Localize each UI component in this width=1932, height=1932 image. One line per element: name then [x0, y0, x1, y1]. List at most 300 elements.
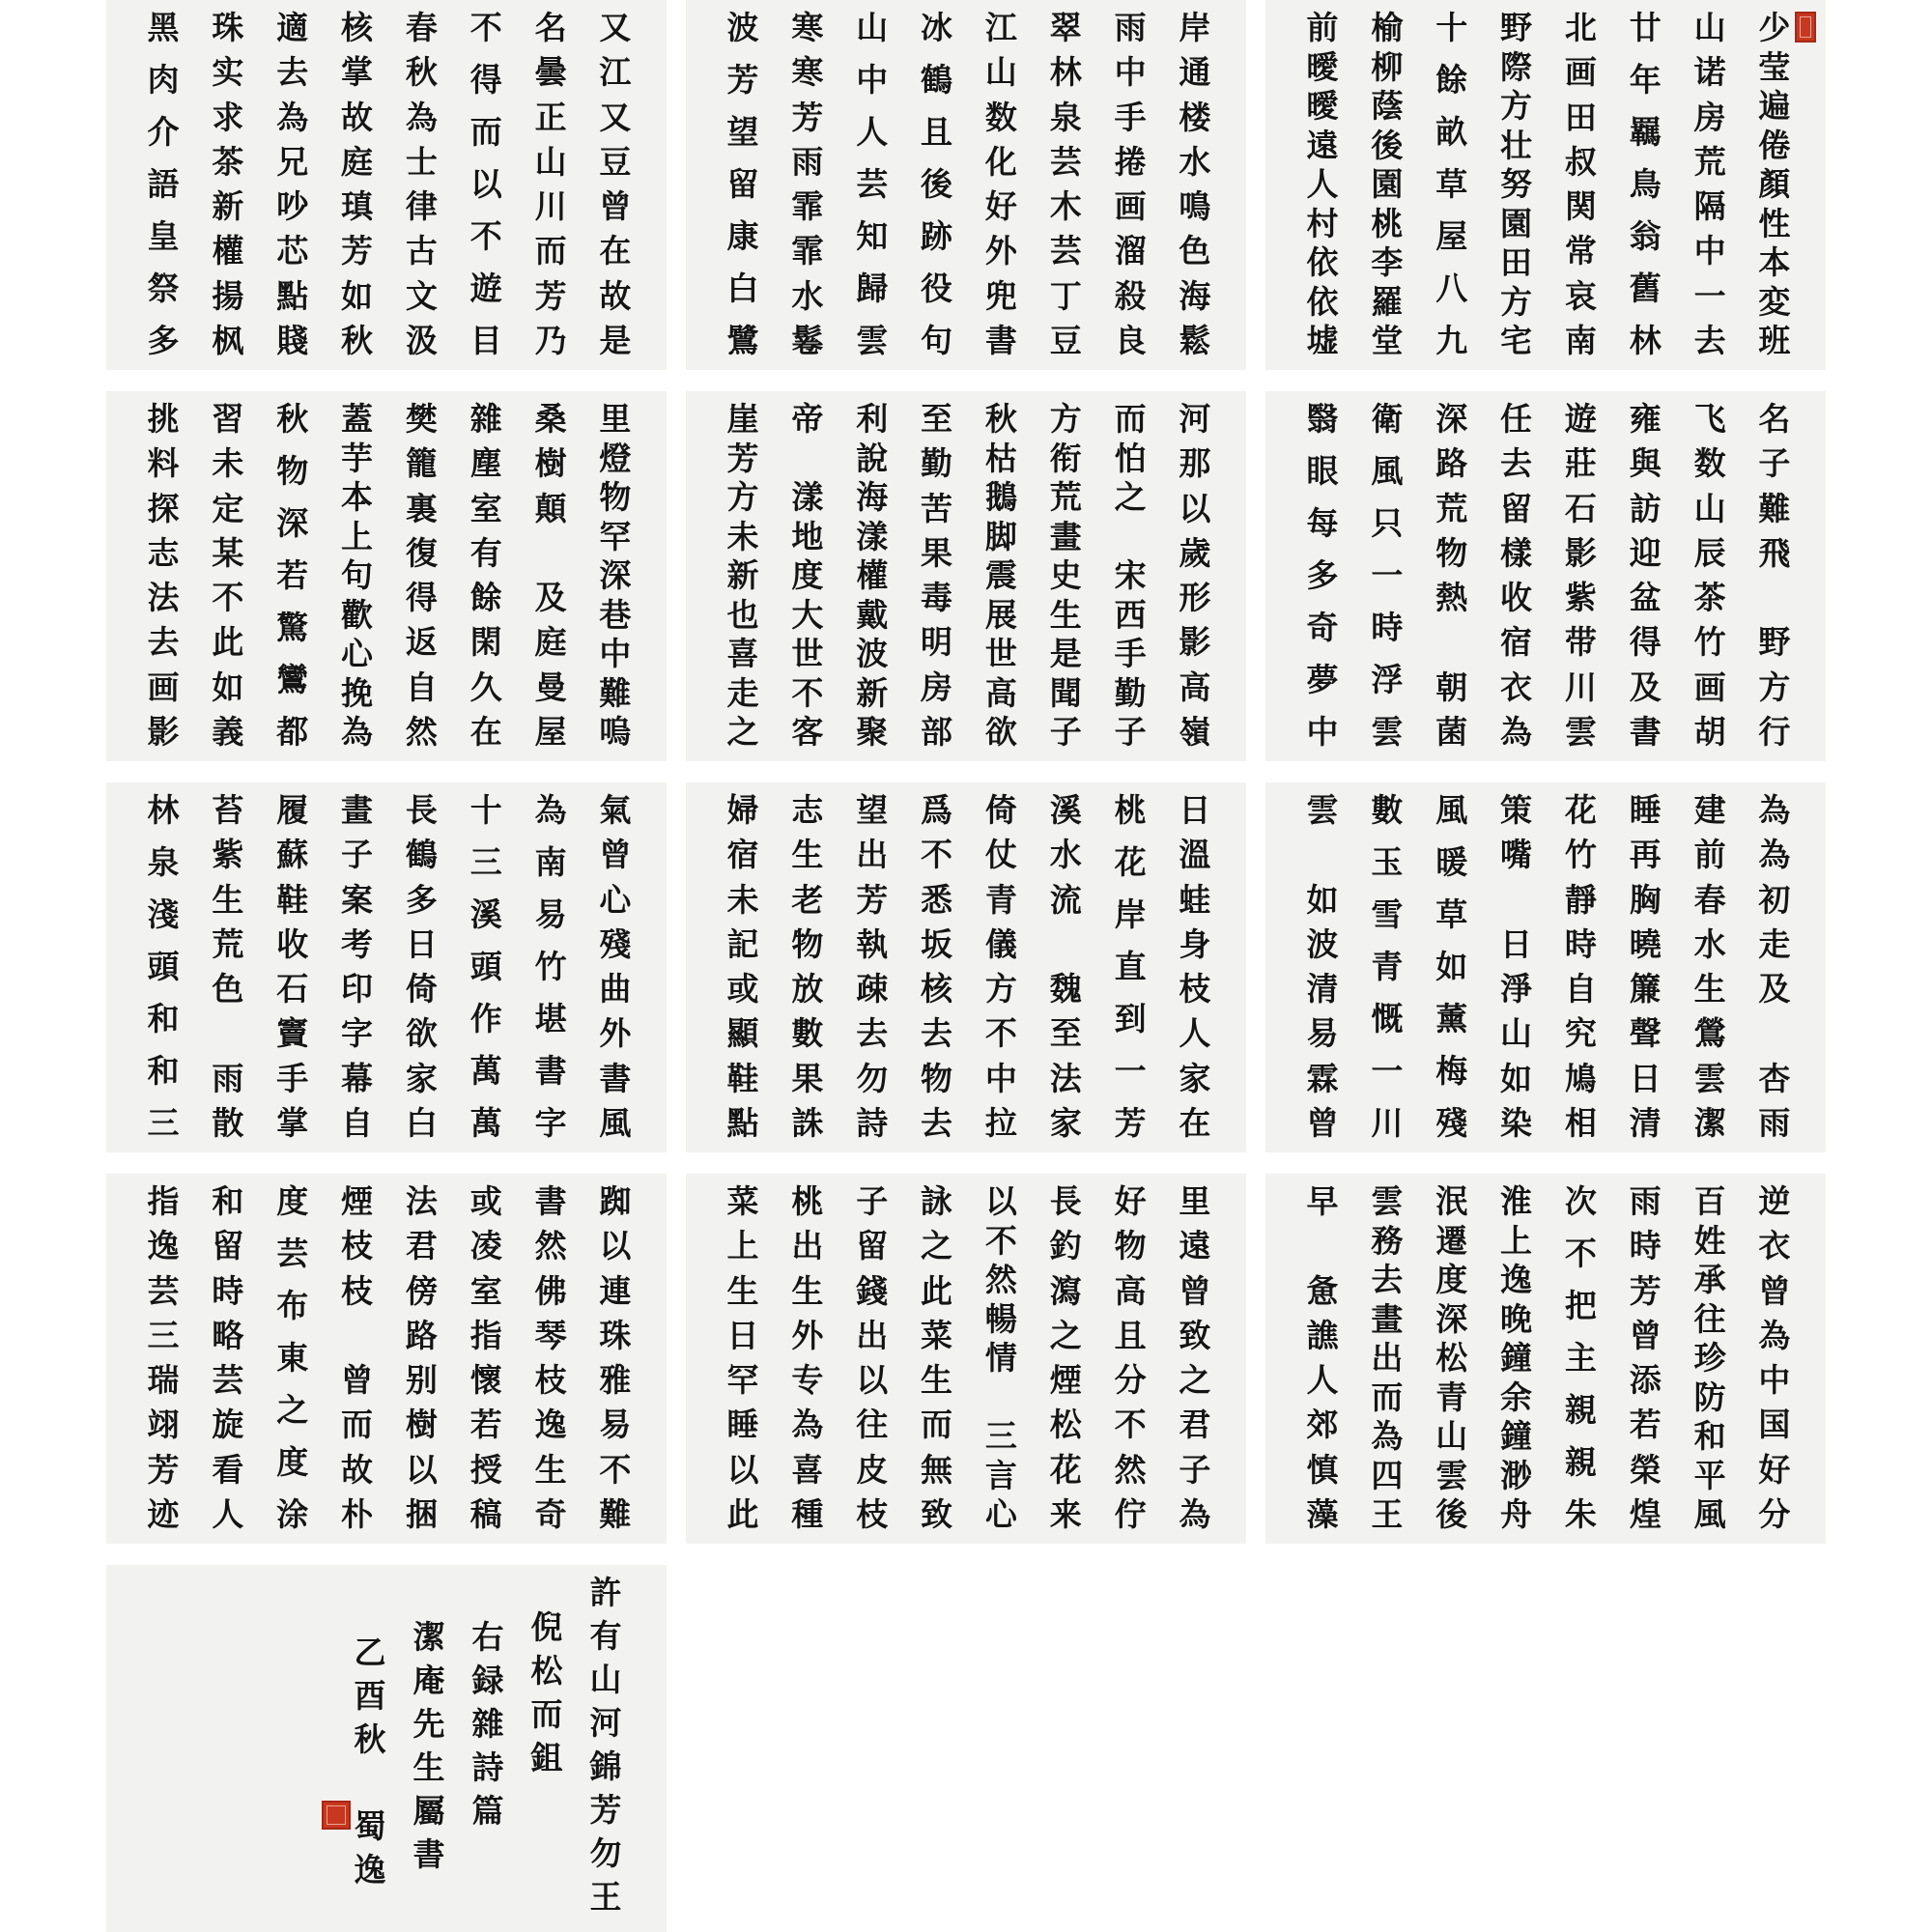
calligraphy-char: 復 [405, 533, 438, 572]
calligraphy-char: 河 [1179, 400, 1211, 438]
calligraphy-char: 青 [1435, 1378, 1468, 1416]
calligraphy-char: 菌 [1435, 712, 1468, 751]
calligraphy-char: 行 [1758, 712, 1791, 751]
calligraphy-char: 暢 [984, 1299, 1017, 1338]
calligraphy-char: 哀 [1564, 276, 1597, 315]
calligraphy-char: 此 [212, 623, 244, 662]
calligraphy-char: 義 [212, 712, 244, 751]
calligraphy-char: 生 [212, 880, 244, 919]
calligraphy-char: 黑 [147, 9, 180, 46]
calligraphy-char: 揚 [212, 276, 244, 315]
calligraphy-char: 出 [791, 1227, 824, 1265]
calligraphy-char: 桃 [1114, 791, 1147, 829]
calligraphy-char: 影 [1564, 533, 1597, 572]
text-column [206, 1182, 250, 1533]
text-column [583, 1574, 628, 1918]
calligraphy-char: 生 [791, 836, 824, 874]
calligraphy-char: 去 [921, 1103, 953, 1142]
calligraphy-char: 跡 [921, 217, 953, 255]
calligraphy-char: 依 [1306, 282, 1339, 321]
calligraphy-char: 夢 [1306, 661, 1339, 698]
calligraphy-char: 時 [212, 1271, 244, 1310]
calligraphy-char: 到 [1114, 1000, 1147, 1037]
calligraphy-char: 閑 [469, 623, 502, 662]
calligraphy-char: 水 [1049, 836, 1082, 874]
calligraphy-char: 方 [1500, 282, 1533, 321]
calligraphy-char: 三 [147, 1104, 180, 1142]
calligraphy-char: 生 [1049, 595, 1082, 634]
album-leaf [1265, 0, 1826, 370]
calligraphy-char: 詩 [856, 1103, 889, 1142]
calligraphy-char: 奇 [1306, 609, 1339, 646]
calligraphy-char: 中 [1306, 713, 1339, 751]
calligraphy-char: 三 [984, 1417, 1017, 1455]
calligraphy-char: 核 [921, 970, 953, 1009]
calligraphy-char [1060, 928, 1071, 960]
calligraphy-char: 執 [856, 924, 889, 963]
calligraphy-char: 鬈 [791, 321, 824, 359]
calligraphy-char: 或 [726, 970, 759, 1009]
calligraphy-char: 釣 [1049, 1227, 1082, 1265]
calligraphy-char: 怕 [1114, 439, 1147, 477]
calligraphy-char: 堂 [1371, 322, 1404, 359]
calligraphy-char: 及 [1758, 970, 1791, 1009]
calligraphy-char: 或 [469, 1182, 502, 1220]
calligraphy-char: 手 [1114, 98, 1147, 136]
calligraphy-char: 子 [856, 1182, 889, 1220]
calligraphy-char: 言 [984, 1456, 1017, 1494]
calligraphy-char: 雅 [599, 1361, 632, 1400]
calligraphy-columns [721, 1182, 1217, 1533]
calligraphy-char: 魏 [1049, 970, 1082, 1009]
calligraphy-char: 芸 [1049, 232, 1082, 270]
calligraphy-char: 枫 [212, 321, 244, 359]
calligraphy-char: 雨 [1114, 9, 1147, 46]
calligraphy-char: 時 [1371, 609, 1404, 646]
calligraphy-columns [141, 791, 638, 1142]
calligraphy-char: 芳 [147, 1450, 180, 1489]
calligraphy-char: 良 [1114, 321, 1147, 359]
calligraphy-char: 而 [469, 113, 502, 151]
calligraphy-char: 荒 [1693, 142, 1726, 181]
calligraphy-char: 果 [791, 1059, 824, 1097]
calligraphy-char: 許 [589, 1574, 622, 1611]
calligraphy-char: 桃 [1371, 204, 1404, 242]
calligraphy-char: 久 [469, 668, 502, 706]
calligraphy-char: 廿 [1629, 9, 1662, 46]
calligraphy-char: 枯 [984, 439, 1017, 477]
calligraphy-char: 望 [726, 113, 759, 151]
calligraphy-char: 究 [1564, 1014, 1597, 1053]
calligraphy-char: 海 [856, 478, 889, 516]
text-column [1558, 9, 1603, 359]
calligraphy-char: 松 [1049, 1406, 1082, 1444]
calligraphy-char: 至 [921, 400, 953, 438]
calligraphy-char: 然 [1114, 1450, 1147, 1489]
calligraphy-char: 仗 [984, 836, 1017, 874]
calligraphy-char: 自 [341, 1103, 374, 1142]
calligraphy-char: 草 [1435, 895, 1468, 933]
calligraphy-char: 晚 [1500, 1299, 1533, 1338]
calligraphy-char: 子 [341, 836, 374, 874]
calligraphy-char: 上 [726, 1227, 759, 1265]
calligraphy-char: 留 [856, 1227, 889, 1265]
calligraphy-char: 踟 [599, 1182, 632, 1220]
calligraphy-char: 得 [469, 61, 502, 99]
text-column [1300, 9, 1345, 359]
calligraphy-char: 勤 [921, 444, 953, 483]
calligraphy-char: 塵 [469, 444, 502, 483]
calligraphy-char: 親 [1564, 1443, 1597, 1481]
calligraphy-char: 芳 [589, 1791, 622, 1829]
calligraphy-char: 際 [1500, 47, 1533, 86]
calligraphy-char: 芸 [856, 165, 889, 203]
calligraphy-char: 詩 [471, 1748, 504, 1786]
calligraphy-char: 色 [1179, 232, 1211, 270]
calligraphy-char: 疎 [856, 970, 889, 1009]
calligraphy-char: 去 [1693, 321, 1726, 359]
calligraphy-char: 挽 [341, 673, 374, 712]
text-column [785, 791, 830, 1142]
calligraphy-char: 書 [984, 321, 1017, 359]
calligraphy-char: 芸 [1049, 142, 1082, 181]
calligraphy-char: 喜 [791, 1450, 824, 1489]
calligraphy-char: 曲 [599, 970, 632, 1009]
calligraphy-char: 田 [1500, 243, 1533, 281]
calligraphy-char: 法 [405, 1182, 438, 1220]
calligraphy-char: 鉏 [530, 1739, 563, 1776]
calligraphy-char: 自 [1564, 970, 1597, 1009]
calligraphy-char: 江 [984, 9, 1017, 46]
calligraphy-char: 書 [599, 1059, 632, 1097]
calligraphy-char: 雍 [1629, 400, 1662, 438]
calligraphy-char: 屋 [534, 712, 567, 751]
calligraphy-char: 方 [984, 970, 1017, 1009]
calligraphy-char: 竇 [276, 1014, 309, 1053]
calligraphy-char: 祭 [147, 270, 180, 307]
calligraphy-char: 瀉 [1049, 1271, 1082, 1310]
calligraphy-char: 親 [1564, 1391, 1597, 1429]
calligraphy-char: 衔 [1049, 439, 1082, 477]
text-column [1430, 9, 1474, 359]
calligraphy-char: 屋 [1435, 217, 1468, 255]
calligraphy-char: 花 [1564, 791, 1597, 829]
calligraphy-char: 若 [276, 556, 309, 594]
calligraphy-char: 脚 [984, 517, 1017, 555]
text-column [1043, 400, 1088, 751]
calligraphy-char: 酉 [354, 1677, 386, 1715]
calligraphy-char: 班 [1758, 322, 1791, 359]
calligraphy-char: 瑞 [147, 1361, 180, 1400]
calligraphy-char: 和 [147, 1000, 180, 1037]
calligraphy-char: 水 [791, 276, 824, 315]
text-column [1558, 400, 1603, 751]
calligraphy-char: 薰 [1435, 1000, 1468, 1037]
calligraphy-char: 不 [469, 217, 502, 255]
calligraphy-char: 在 [469, 712, 502, 751]
album-leaf [106, 782, 667, 1152]
calligraphy-char: 儀 [984, 924, 1017, 963]
calligraphy-char: 惫 [1306, 1271, 1339, 1310]
calligraphy-char: 務 [1371, 1221, 1404, 1260]
calligraphy-char: 曉 [1629, 924, 1662, 963]
calligraphy-char: 曾 [341, 1361, 374, 1400]
calligraphy-char: 曇 [534, 53, 567, 92]
text-column [399, 791, 443, 1142]
calligraphy-char: 而 [1114, 400, 1147, 438]
calligraphy-char: 芳 [534, 276, 567, 315]
calligraphy-char: 煌 [1629, 1494, 1662, 1533]
calligraphy-char: 霏 [791, 187, 824, 226]
calligraphy-char: 去 [921, 1014, 953, 1053]
calligraphy-char: 嗚 [599, 713, 632, 751]
calligraphy-char: 淨 [1500, 970, 1533, 1009]
calligraphy-char: 盆 [1629, 579, 1662, 617]
text-column [1108, 9, 1152, 359]
calligraphy-char: 八 [1435, 270, 1468, 307]
calligraphy-char [1446, 626, 1458, 658]
calligraphy-char: 江 [599, 53, 632, 92]
calligraphy-char: 歲 [1179, 533, 1211, 572]
calligraphy-char: 专 [791, 1361, 824, 1400]
calligraphy-char: 生 [921, 1361, 953, 1400]
calligraphy-char: 難 [599, 1494, 632, 1533]
calligraphy-char: 鵝 [984, 478, 1017, 516]
calligraphy-char: 漾 [856, 517, 889, 555]
calligraphy-char: 裏 [405, 489, 438, 527]
calligraphy-char: 山 [589, 1661, 622, 1698]
calligraphy-char: 玉 [1371, 843, 1404, 881]
calligraphy-char: 分 [1114, 1361, 1147, 1400]
calligraphy-char: 影 [1179, 623, 1211, 662]
calligraphy-char: 物 [1435, 533, 1468, 572]
calligraphy-char: 君 [405, 1227, 438, 1265]
calligraphy-char: 迹 [147, 1494, 180, 1533]
calligraphy-char: 策 [1500, 791, 1533, 829]
calligraphy-char: 胡 [1693, 712, 1726, 751]
text-column [850, 1182, 895, 1533]
calligraphy-char: 桑 [534, 400, 567, 438]
calligraphy-char: 士 [405, 142, 438, 181]
calligraphy-char [1124, 521, 1136, 553]
calligraphy-char: 淮 [1500, 1182, 1533, 1220]
album-leaf [1265, 1174, 1826, 1544]
text-column [1173, 9, 1217, 359]
calligraphy-char: 君 [1179, 1406, 1211, 1444]
text-column [141, 9, 185, 359]
text-column [1752, 400, 1797, 751]
calligraphy-char: 嶺 [1179, 712, 1211, 751]
calligraphy-char: 故 [341, 1450, 374, 1489]
calligraphy-char: 睡 [1629, 791, 1662, 829]
calligraphy-char: 此 [726, 1494, 759, 1533]
calligraphy-char: 崖 [726, 400, 759, 438]
calligraphy-char: 中 [984, 1059, 1017, 1097]
calligraphy-char: 生 [1693, 970, 1726, 1009]
calligraphy-char: 為 [534, 791, 567, 829]
calligraphy-char: 史 [1049, 556, 1082, 594]
calligraphy-char: 風 [1435, 791, 1468, 829]
calligraphy-char: 故 [341, 98, 374, 136]
calligraphy-char: 曾 [599, 187, 632, 226]
calligraphy-char: 那 [1179, 444, 1211, 483]
calligraphy-char: 一 [1371, 556, 1404, 594]
calligraphy-char: 宿 [726, 836, 759, 874]
calligraphy-char: 柳 [1371, 47, 1404, 86]
calligraphy-char: 之 [1179, 1361, 1211, 1400]
calligraphy-char: 川 [534, 187, 567, 226]
calligraphy-char: 中 [1758, 1361, 1791, 1400]
calligraphy-char: 羅 [1371, 282, 1404, 321]
calligraphy-char: 承 [1693, 1261, 1726, 1298]
calligraphy-char: 園 [1371, 165, 1404, 203]
calligraphy-char: 及 [534, 579, 567, 617]
calligraphy-char: 村 [1306, 204, 1339, 242]
calligraphy-char: 珠 [212, 9, 244, 46]
calligraphy-char: 潔 [1693, 1103, 1726, 1142]
text-column [399, 400, 443, 751]
calligraphy-char: 形 [1179, 579, 1211, 617]
calligraphy-char: 染 [1500, 1103, 1533, 1142]
calligraphy-char: 睡 [726, 1406, 759, 1444]
text-column [1688, 9, 1732, 359]
calligraphy-char: 然 [534, 1227, 567, 1265]
calligraphy-char: 林 [1049, 53, 1082, 92]
calligraphy-char: 初 [1758, 880, 1791, 919]
calligraphy-char: 波 [1306, 924, 1339, 963]
album-leaf [106, 0, 667, 370]
calligraphy-char: 雜 [469, 400, 502, 438]
calligraphy-char: 為 [405, 98, 438, 136]
calligraphy-char: 霏 [791, 232, 824, 270]
calligraphy-char: 捆 [405, 1494, 438, 1533]
calligraphy-char: 上 [1500, 1221, 1533, 1260]
calligraphy-char: 歡 [341, 595, 374, 634]
calligraphy-char: 帝 [791, 400, 824, 438]
calligraphy-char: 難 [1758, 489, 1791, 527]
calligraphy-char: 看 [212, 1450, 244, 1489]
calligraphy-char: 稿 [469, 1494, 502, 1533]
calligraphy-char: 物 [791, 924, 824, 963]
calligraphy-char: 子 [1758, 444, 1791, 483]
calligraphy-char: 曾 [1629, 1316, 1662, 1354]
calligraphy-char: 往 [1693, 1299, 1726, 1338]
text-column [915, 791, 959, 1142]
text-column [785, 9, 830, 359]
calligraphy-char: 餘 [1435, 61, 1468, 99]
calligraphy-char: 律 [405, 187, 438, 226]
calligraphy-char: 堪 [534, 1000, 567, 1037]
calligraphy-char: 路 [1435, 444, 1468, 483]
calligraphy-char: 子 [1114, 713, 1147, 751]
calligraphy-char: 翳 [1306, 400, 1339, 438]
calligraphy-char: 正 [534, 98, 567, 136]
calligraphy-char: 有 [469, 533, 502, 572]
calligraphy-char: 點 [726, 1103, 759, 1142]
calligraphy-char: 字 [534, 1104, 567, 1142]
calligraphy-char [1317, 1230, 1328, 1262]
calligraphy-char: 及 [1629, 668, 1662, 706]
calligraphy-char: 介 [147, 113, 180, 151]
calligraphy-char: 三 [147, 1316, 180, 1354]
calligraphy-char: 南 [534, 843, 567, 881]
calligraphy-char: 豆 [599, 142, 632, 181]
calligraphy-char: 秋 [354, 1720, 386, 1758]
text-column [1043, 791, 1088, 1142]
calligraphy-char: 生 [791, 1271, 824, 1310]
calligraphy-char: 日 [1179, 791, 1211, 829]
text-column [141, 1182, 185, 1533]
text-column [528, 400, 573, 751]
calligraphy-char: 不 [1114, 1406, 1147, 1444]
text-column [1494, 1182, 1539, 1533]
calligraphy-char: 為 [276, 98, 309, 136]
text-column [1365, 791, 1409, 1142]
calligraphy-char: 度 [791, 556, 824, 594]
calligraphy-char: 志 [791, 791, 824, 829]
calligraphy-char: 茶 [1693, 579, 1726, 617]
calligraphy-char: 霖 [1306, 1059, 1339, 1097]
text-column [335, 9, 380, 359]
calligraphy-char: 往 [856, 1406, 889, 1444]
calligraphy-char: 為 [1371, 1417, 1404, 1455]
calligraphy-char: 名 [1758, 400, 1791, 438]
calligraphy-char: 鞋 [726, 1059, 759, 1097]
calligraphy-char: 物 [1114, 1227, 1147, 1265]
calligraphy-char: 以 [856, 1361, 889, 1400]
calligraphy-char: 水 [1693, 924, 1726, 963]
text-column [979, 9, 1023, 359]
calligraphy-char: 墟 [1306, 322, 1339, 359]
calligraphy-char: 人 [1306, 165, 1339, 203]
calligraphy-char: 佇 [1114, 1494, 1147, 1533]
calligraphy-char: 性 [1758, 204, 1791, 242]
calligraphy-char: 庭 [534, 623, 567, 662]
calligraphy-char: 懷 [469, 1361, 502, 1400]
text-column [593, 400, 638, 751]
calligraphy-char: 带 [1564, 623, 1597, 662]
calligraphy-char: 人 [856, 113, 889, 151]
text-column [1752, 1182, 1797, 1533]
calligraphy-char: 若 [1629, 1406, 1662, 1444]
calligraphy-char: 頭 [469, 948, 502, 985]
calligraphy-char: 是 [1049, 635, 1082, 672]
calligraphy-char: 書 [412, 1835, 445, 1873]
calligraphy-columns [1300, 1182, 1797, 1533]
calligraphy-char: 雪 [1371, 895, 1404, 933]
calligraphy-char: 中 [599, 635, 632, 672]
text-column [1043, 9, 1088, 359]
calligraphy-char: 十 [469, 791, 502, 829]
calligraphy-char: 泯 [1435, 1182, 1468, 1220]
calligraphy-char: 曼 [534, 668, 567, 706]
calligraphy-char: 樹 [534, 444, 567, 483]
calligraphy-char: 深 [599, 556, 632, 594]
calligraphy-char: 遊 [469, 270, 502, 307]
calligraphy-char: 通 [1179, 53, 1211, 92]
calligraphy-char: 皇 [147, 217, 180, 255]
calligraphy-char: 巷 [599, 595, 632, 634]
calligraphy-char: 实 [212, 53, 244, 92]
calligraphy-char: 人 [1179, 1014, 1211, 1053]
calligraphy-char: 任 [1500, 400, 1533, 438]
calligraphy-char: 指 [147, 1182, 180, 1220]
calligraphy-char: 每 [1306, 504, 1339, 542]
album-leaf [686, 391, 1246, 761]
calligraphy-char: 佛 [534, 1271, 567, 1310]
calligraphy-char: 寒 [791, 53, 824, 92]
calligraphy-char: 杏 [1758, 1059, 1791, 1097]
